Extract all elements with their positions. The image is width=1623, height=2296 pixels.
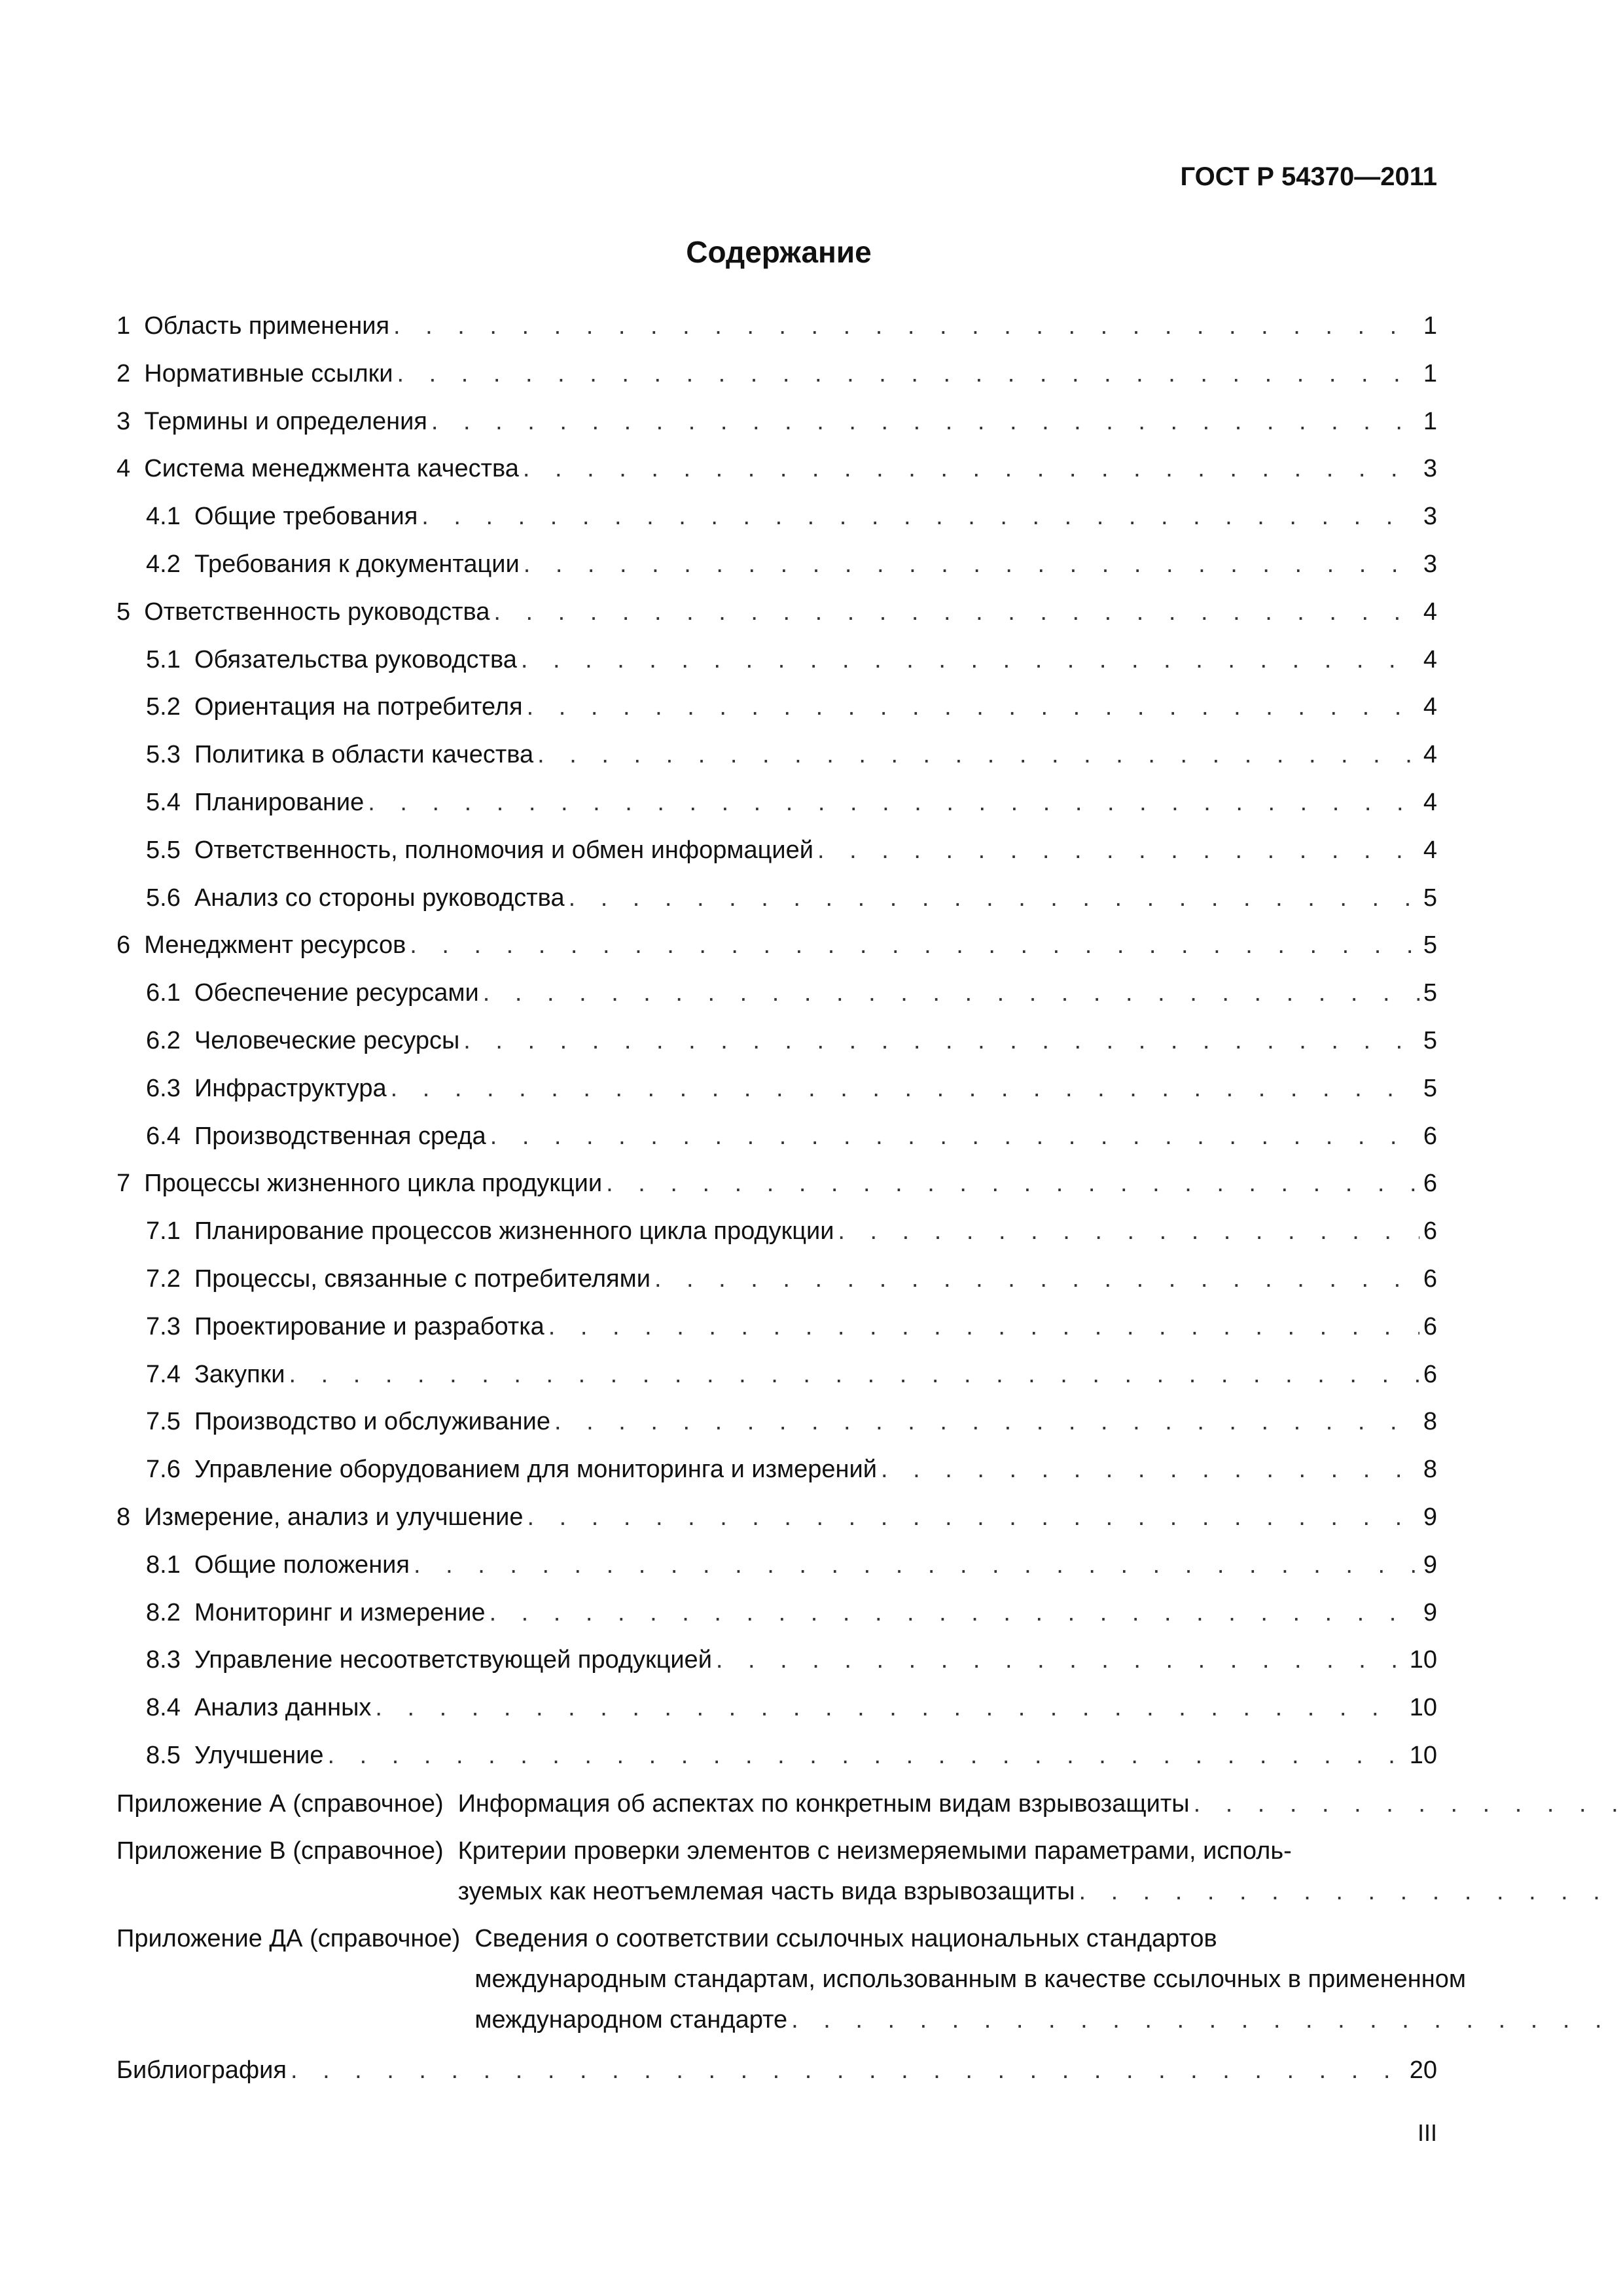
dot-leader (421, 493, 1419, 541)
appendix-title-text: международном стандарте (474, 2005, 788, 2034)
toc-entry-page: 5 (1423, 1026, 1437, 1054)
toc-entry-page: 5 (1423, 931, 1437, 960)
appendix-label: Приложение А (справочное) (116, 1789, 444, 1818)
toc-entry[interactable] (116, 779, 1437, 827)
toc-entry-number: 8.5 (146, 1741, 194, 1769)
toc-entry-number: 7.6 (146, 1456, 194, 1484)
appendix-body (458, 1784, 1623, 1824)
appendix-title-text: международным стандартам, использованным в качестве ссылочных в примененном (474, 1965, 1467, 1993)
toc-entry-number: 7.1 (146, 1217, 194, 1246)
toc-entry-title: Планирование процессов жизненного цикла продукции (194, 1217, 834, 1246)
toc-entry-number: 6.1 (146, 979, 194, 1007)
toc-entry[interactable] (116, 541, 1437, 588)
toc-entry-number: 8.3 (146, 1646, 194, 1674)
dot-leader (654, 1255, 1419, 1303)
dot-leader (791, 2000, 1623, 2040)
dot-leader (554, 1398, 1419, 1446)
toc-entry-title: Человеческие ресурсы (194, 1026, 460, 1054)
dot-leader (463, 1017, 1419, 1065)
toc-entry-title: Политика в области качества (194, 741, 534, 769)
toc-entry-title: Процессы жизненного цикла продукции (144, 1170, 603, 1198)
toc-entry[interactable] (116, 350, 1437, 398)
toc-entry-page: 3 (1423, 550, 1437, 578)
toc-entry-number: 7.5 (146, 1408, 194, 1436)
toc-entry[interactable] (116, 731, 1437, 779)
toc-entry[interactable] (116, 1303, 1437, 1351)
toc-entry-page: 4 (1423, 693, 1437, 721)
appendix-label: Приложение В (справочное) (116, 1837, 444, 1865)
document-code: ГОСТ Р 54370—2011 (1180, 162, 1437, 191)
toc-entry-number: 4.2 (146, 550, 194, 578)
toc-entry-page: 6 (1423, 1360, 1437, 1388)
toc-entry[interactable] (116, 1255, 1437, 1303)
toc-entry[interactable] (116, 1351, 1437, 1399)
dot-leader (493, 588, 1419, 636)
toc-entry[interactable] (116, 445, 1437, 493)
toc-entry-title: Улучшение (194, 1741, 324, 1769)
dot-leader (527, 683, 1419, 731)
toc-entry-title: Термины и определения (144, 407, 427, 435)
toc-entry-page: 1 (1423, 359, 1437, 387)
toc-entry[interactable] (116, 302, 1437, 350)
dot-leader (1079, 1871, 1623, 1912)
toc-entry-page: 9 (1423, 1551, 1437, 1579)
toc-entry-page: 10 (1409, 1741, 1437, 1769)
toc-entry-number: 5.4 (146, 788, 194, 816)
toc-entry[interactable] (116, 1398, 1437, 1446)
toc-entry[interactable] (116, 1065, 1437, 1113)
toc-entry-page: 6 (1423, 1265, 1437, 1293)
dot-leader (523, 445, 1419, 493)
toc-entry-page: 10 (1409, 1646, 1437, 1674)
dot-leader (521, 636, 1419, 684)
appendix-line (474, 2000, 1623, 2040)
dot-leader (393, 302, 1419, 350)
toc-entry-page: 4 (1423, 836, 1437, 864)
toc-entry-number: 6.3 (146, 1074, 194, 1102)
dot-leader (537, 731, 1419, 779)
toc-appendix[interactable] (116, 1831, 1437, 1912)
appendix-title-text: Критерии проверки элементов с неизмеряемыми параметрами, исполь- (457, 1837, 1292, 1865)
toc-entry-number: 2 (116, 359, 145, 387)
toc-entry-title: Производство и обслуживание (194, 1408, 551, 1436)
toc-entry[interactable] (116, 827, 1437, 874)
toc-entry-page: 20 (1409, 2056, 1437, 2084)
toc-entry-page: 6 (1423, 1122, 1437, 1150)
toc-entry-title: Мониторинг и измерение (194, 1598, 486, 1626)
toc-entry-page: 1 (1423, 312, 1437, 340)
toc-entry[interactable] (116, 1541, 1437, 1589)
toc-title: Содержание (686, 235, 872, 269)
toc-entry-page: 3 (1423, 455, 1437, 483)
appendix-line (474, 1959, 1623, 2000)
toc-entry-page: 9 (1423, 1503, 1437, 1531)
appendix-line (458, 1831, 1623, 1871)
toc-entry-title: Область применения (144, 312, 390, 340)
dot-leader (483, 969, 1419, 1017)
toc-entry[interactable] (116, 588, 1437, 636)
dot-leader (527, 1494, 1419, 1541)
toc-entry-title: Библиография (116, 2056, 287, 2084)
toc-entry-title: Анализ со стороны руководства (194, 884, 565, 912)
toc-entry-page: 8 (1423, 1456, 1437, 1484)
toc-entry-title: Общие требования (194, 503, 418, 531)
toc-entry-number: 7.2 (146, 1265, 194, 1293)
toc-entry-title: Анализ данных (194, 1694, 372, 1722)
toc-entry-number: 5.1 (146, 645, 194, 673)
toc-entry[interactable] (116, 636, 1437, 684)
dot-leader (490, 1589, 1419, 1637)
appendix-label: Приложение ДА (справочное) (116, 1924, 461, 1952)
toc-entry-number: 8.4 (146, 1694, 194, 1722)
toc-entry-title: Ответственность, полномочия и обмен информацией (194, 836, 814, 864)
dot-leader (490, 1113, 1419, 1160)
dot-leader (838, 1208, 1419, 1255)
toc-entry-page: 8 (1423, 1408, 1437, 1436)
appendix-line (474, 1918, 1623, 1959)
toc-entry[interactable] (116, 1208, 1437, 1255)
dot-leader (524, 541, 1419, 588)
toc-entry[interactable] (116, 398, 1437, 446)
toc-entry-title: Ориентация на потребителя (194, 693, 523, 721)
dot-leader (391, 1065, 1419, 1113)
toc-entry-page: 5 (1423, 884, 1437, 912)
toc-entry-title: Процессы, связанные с потребителями (194, 1265, 651, 1293)
toc-entry-number: 7.4 (146, 1360, 194, 1388)
toc-entry-page: 5 (1423, 979, 1437, 1007)
dot-leader (817, 827, 1419, 874)
toc-entry-number: 6.2 (146, 1026, 194, 1054)
toc-entry-title: Планирование (194, 788, 365, 816)
toc-entry-number: 3 (116, 407, 145, 435)
toc-entry-page: 3 (1423, 503, 1437, 531)
toc-entry-title: Менеджмент ресурсов (144, 931, 406, 960)
appendix-line (458, 1871, 1623, 1912)
dot-leader (548, 1303, 1419, 1351)
toc-entry-number: 4.1 (146, 503, 194, 531)
dot-leader (289, 1351, 1419, 1399)
dot-leader (375, 1684, 1405, 1732)
toc-entry-title: Ответственность руководства (144, 598, 490, 626)
toc-entry-title: Система менеджмента качества (144, 455, 519, 483)
dot-leader (328, 1732, 1406, 1780)
toc-entry-number: 5.2 (146, 693, 194, 721)
toc-entry-number: 7 (116, 1170, 145, 1198)
toc-entry-page: 1 (1423, 407, 1437, 435)
toc-entry-number: 5 (116, 598, 145, 626)
toc-entry-title: Управление несоответствующей продукцией (194, 1646, 712, 1674)
toc-entry[interactable] (116, 969, 1437, 1017)
toc-entry-number: 8.2 (146, 1598, 194, 1626)
dot-leader (397, 350, 1419, 398)
toc-entry[interactable] (116, 874, 1437, 922)
toc-entry-number: 8.1 (146, 1551, 194, 1579)
toc-entry[interactable] (116, 922, 1437, 969)
toc-entry-title: Инфраструктура (194, 1074, 387, 1102)
toc-entry-page: 5 (1423, 1074, 1437, 1102)
toc-entry-title: Производственная среда (194, 1122, 486, 1150)
toc-entry-number: 6.4 (146, 1122, 194, 1150)
toc-entry-title: Управление оборудованием для мониторинга и измерений (194, 1456, 877, 1484)
appendix-title-text: Информация об аспектах по конкретным видам взрывозащиты (457, 1789, 1190, 1818)
toc-entry-page: 9 (1423, 1598, 1437, 1626)
toc-entry-page: 4 (1423, 598, 1437, 626)
dot-leader (368, 779, 1419, 827)
dot-leader (881, 1446, 1419, 1494)
toc-entry-title: Проектирование и разработка (194, 1312, 544, 1340)
appendix-title-text: Сведения о соответствии ссылочных национальных стандартов (474, 1924, 1217, 1952)
toc-appendix[interactable] (116, 1784, 1437, 1824)
toc-appendix[interactable] (116, 1918, 1467, 2040)
toc-entry-title: Обязательства руководства (194, 645, 517, 673)
toc-bibliography[interactable] (116, 2047, 1437, 2094)
appendix-title-text: зуемых как неотъемлемая часть вида взрывозащиты (457, 1877, 1075, 1905)
toc-entry-number: 7.3 (146, 1312, 194, 1340)
dot-leader (410, 922, 1419, 969)
page-number: III (1417, 2119, 1437, 2146)
dot-leader (716, 1636, 1406, 1684)
appendix-body (474, 1918, 1623, 2040)
toc-entry-title: Общие положения (194, 1551, 410, 1579)
toc-entry-page: 4 (1423, 788, 1437, 816)
toc-entry[interactable] (116, 1017, 1437, 1065)
dot-leader (291, 2047, 1406, 2094)
toc-entry-number: 6 (116, 931, 145, 960)
toc-entry-title: Обеспечение ресурсами (194, 979, 479, 1007)
appendix-line (458, 1784, 1623, 1824)
toc-entry-page: 10 (1409, 1694, 1437, 1722)
toc-entry[interactable] (116, 1160, 1437, 1208)
toc-entry[interactable] (116, 1732, 1437, 1780)
appendix-body (458, 1831, 1623, 1912)
toc-entry[interactable] (116, 493, 1437, 541)
toc-entry-number: 5.5 (146, 836, 194, 864)
toc-entry[interactable] (116, 1494, 1437, 1541)
dot-leader (414, 1541, 1419, 1589)
toc-entry-title: Измерение, анализ и улучшение (144, 1503, 524, 1531)
toc-entry-page: 6 (1423, 1170, 1437, 1198)
toc-entry-number: 5.3 (146, 741, 194, 769)
toc-entry-number: 1 (116, 312, 145, 340)
toc-entry-number: 8 (116, 1503, 145, 1531)
toc-entry-number: 4 (116, 455, 145, 483)
toc-entry-number: 5.6 (146, 884, 194, 912)
toc-entry-page: 6 (1423, 1312, 1437, 1340)
table-of-contents (116, 302, 1467, 2094)
toc-entry-title: Нормативные ссылки (144, 359, 393, 387)
dot-leader (1194, 1784, 1623, 1824)
toc-entry[interactable] (116, 683, 1437, 731)
dot-leader (606, 1160, 1419, 1208)
toc-entry-page: 4 (1423, 645, 1437, 673)
toc-entry-title: Закупки (194, 1360, 285, 1388)
dot-leader (431, 398, 1419, 446)
toc-entry-page: 6 (1423, 1217, 1437, 1246)
toc-entry[interactable] (116, 1589, 1437, 1637)
toc-entry[interactable] (116, 1113, 1437, 1160)
toc-entry[interactable] (116, 1684, 1437, 1732)
toc-entry-title: Требования к документации (194, 550, 520, 578)
toc-entry[interactable] (116, 1446, 1437, 1494)
dot-leader (569, 874, 1419, 922)
toc-entry-page: 4 (1423, 741, 1437, 769)
toc-entry[interactable] (116, 1636, 1437, 1684)
